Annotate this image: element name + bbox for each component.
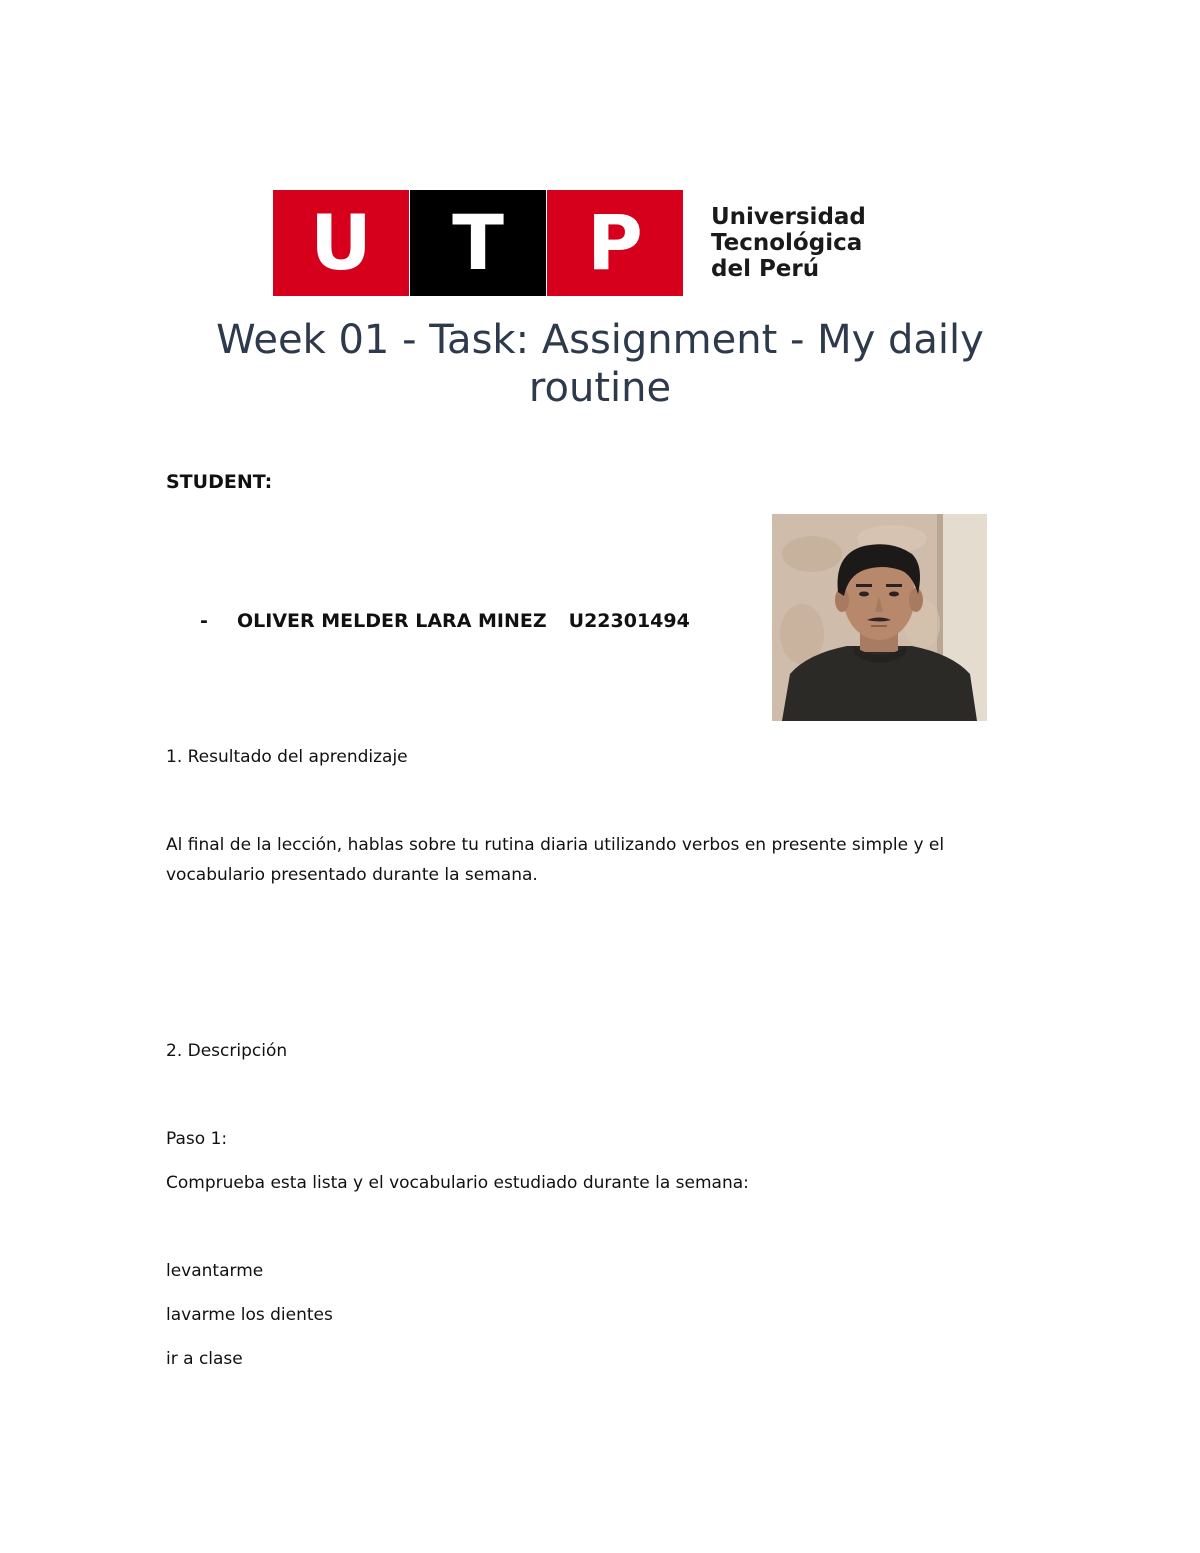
logo-block-u bbox=[273, 190, 409, 296]
logo-letter-u: U bbox=[310, 198, 372, 287]
university-name-line-1: Universidad bbox=[711, 204, 866, 230]
student-label: STUDENT: bbox=[166, 471, 273, 493]
section-1-heading: 1. Resultado del aprendizaje bbox=[166, 747, 408, 767]
section-2-heading: 2. Descripción bbox=[166, 1041, 288, 1061]
utp-logo bbox=[273, 190, 913, 296]
university-name bbox=[711, 204, 866, 282]
university-name-line-2: Tecnológica bbox=[711, 230, 863, 256]
vocab-item: ir a clase bbox=[166, 1349, 243, 1369]
logo-block-p bbox=[547, 190, 683, 296]
logo-letter-t: T bbox=[452, 198, 504, 287]
student-code: U22301494 bbox=[568, 610, 690, 632]
logo-block-t bbox=[410, 190, 546, 296]
document-title bbox=[150, 316, 1050, 412]
title-line-1: Week 01 - Task: Assignment - My daily bbox=[216, 317, 984, 363]
step-label: Paso 1: bbox=[166, 1129, 228, 1149]
student-photo bbox=[772, 514, 987, 721]
section-1-paragraph-line-1: Al final de la lección, hablas sobre tu rutina diaria utilizando verbos en presente simple y el bbox=[166, 835, 945, 855]
vocab-item: lavarme los dientes bbox=[166, 1305, 333, 1325]
step-instruction: Comprueba esta lista y el vocabulario estudiado durante la semana: bbox=[166, 1173, 749, 1193]
vocab-item: levantarme bbox=[166, 1261, 264, 1281]
logo-letter-p: P bbox=[587, 198, 643, 287]
student-name: OLIVER MELDER LARA MINEZ bbox=[237, 610, 547, 632]
bullet-dash: - bbox=[200, 610, 208, 632]
title-line-2: routine bbox=[528, 365, 672, 411]
university-name-line-3: del Perú bbox=[711, 256, 820, 282]
section-1-paragraph-line-2: vocabulario presentado durante la semana. bbox=[166, 865, 538, 885]
student-entry bbox=[200, 606, 690, 636]
student-photo-illustration bbox=[772, 514, 987, 721]
